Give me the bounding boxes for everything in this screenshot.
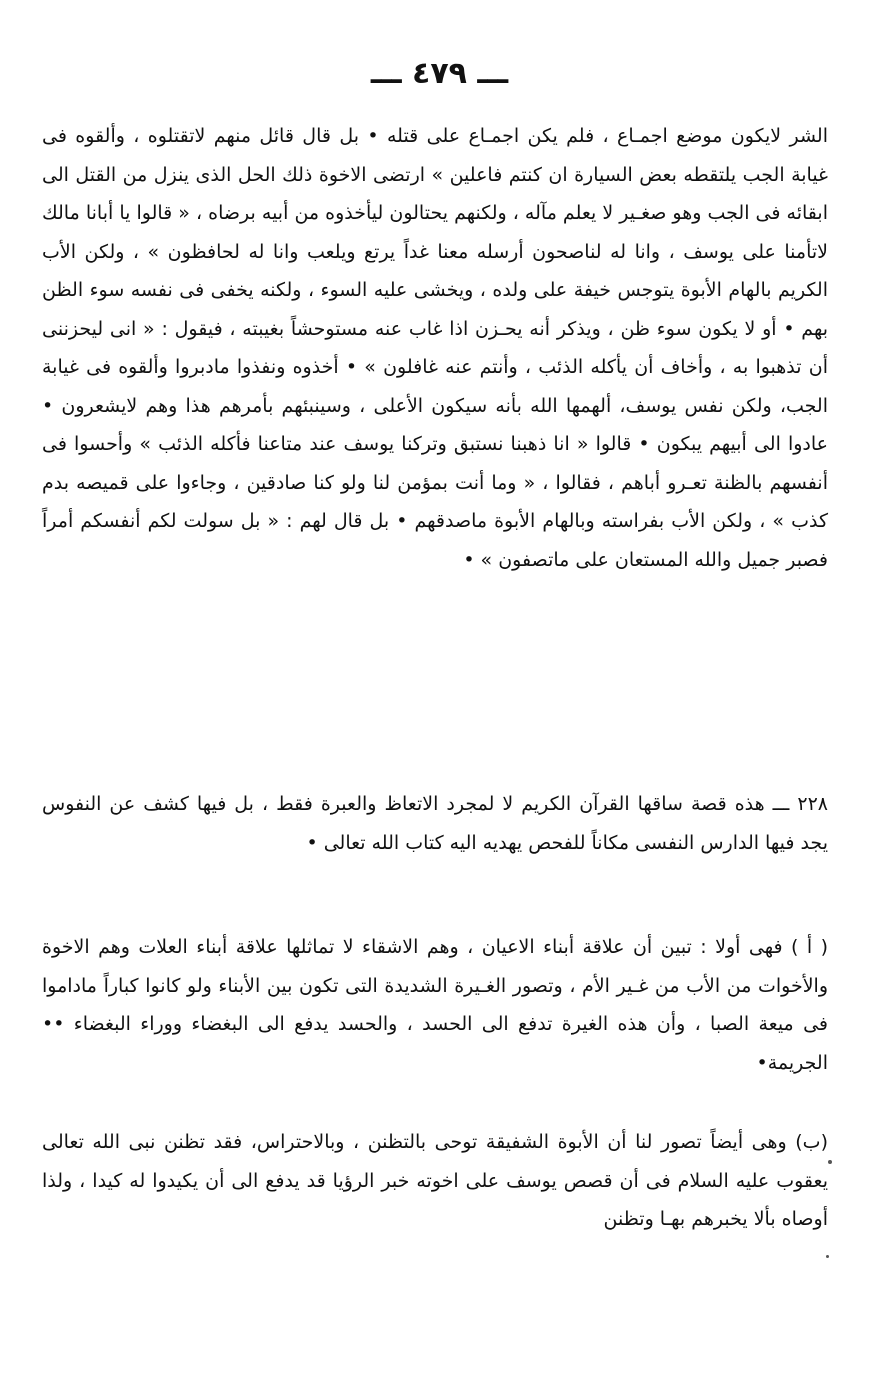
page-number: ـــ ٤٧٩ ـــ: [370, 56, 509, 91]
paragraph-point-a: ( أ ) فهى أولا : تبين أن علاقة أبناء الاعيان ، وهم الاشقاء لا تماثلها علاقة أبناء العلات وهم الاخوة والأخوات من الأب من غـير الأم ، وتصور الغـيرة الشديدة التى تكون بين الأبناء ولو كانوا كباراً ماداموا فى ميعة الصبا ، وأن هذه الغيرة تدفع الى الحسد ، والحسد يدفع الى البغضاء ووراء البغضاء •• الجريمة•: [42, 936, 828, 1074]
paragraph-point-b: (ب) وهى أيضاً تصور لنا أن الأبوة الشفيقة توحى بالتظنن ، وبالاحتراس، فقد تظنن نبى الله تعالى يعقوب عليه السلام فى أن قصص يوسف على اخوته خبر الرؤيا قد يدفع الى أن يكيدوا له كيدا ، ولذا أوصاه بألا يخبرهم بهـا وتظنن: [42, 1131, 828, 1230]
paragraph-story-of-yusuf: الشر لايكون موضع اجمـاع ، فلم يكن اجمـاع على قتله • بل قال قائل منهم لاتقتلوه ، وألقوه فى غيابة الجب يلتقطه بعض السيارة ان كنتم فاعلين » ارتضى الاخوة ذلك الحل الذى ينزل من القتل الى ابقائه فى الجب وهو صغـير لا يعلم مآله ، ولكنهم يحتالون ليأخذوه من أبيه برضاه ، « قالوا يا أبانا مالك لاتأمنا على يوسف ، وانا له لناصحون أرسله معنا غداً يرتع ويلعب وانا له لحافظون » ، ولكن الأب الكريم بالهام الأبوة يتوجس خيفة على ولده ، ويخشى عليه السوء ، ولكنه يخفى فى نفسه سوء الظن بهم • أو لا يكون سوء ظن ، ويذكر أنه يحـزن اذا غاب عنه مستوحشاً بغيبته ، فيقول : « انى ليحزننى أن تذهبوا به ، وأخاف أن يأكله الذئب ، وأنتم عنه غافلون » • أخذوه ونفذوا مادبروا وألقوه فى غيابة الجب، ولكن نفس يوسف، ألهمها الله بأنه سيكون الأعلى ، وسينبئهم بأمرهم هذا وهم لايشعرون • عادوا الى أبيهم يبكون • قالوا « انا ذهبنا نستبق وتركنا يوسف عند متاعنا فأكله الذئب » وأحسوا فى أنفسهم بالظنة تعـرو أباهم ، فقالوا ، « وما أنت بمؤمن لنا ولو كنا صادقين ، وجاءوا على قميصه بدم كذب » ، ولكن الأب بفراسته وبالهام الأبوة ماصدقهم • بل قال لهم : « بل سولت لكم أنفسكم أمراً فصبر جميل والله المستعان على ماتصفون » •: [42, 125, 828, 571]
scan-speck: [828, 1160, 832, 1164]
paragraph-228: ٢٢٨ ـــ هذه قصة ساقها القرآن الكريم لا لمجرد الاتعاظ والعبرة فقط ، بل فيها كشف عن النفوس يجد فيها الدارس النفسى مكاناً للفحص يهديه اليه كتاب الله تعالى •: [42, 793, 828, 854]
scan-speck: [826, 1255, 829, 1258]
